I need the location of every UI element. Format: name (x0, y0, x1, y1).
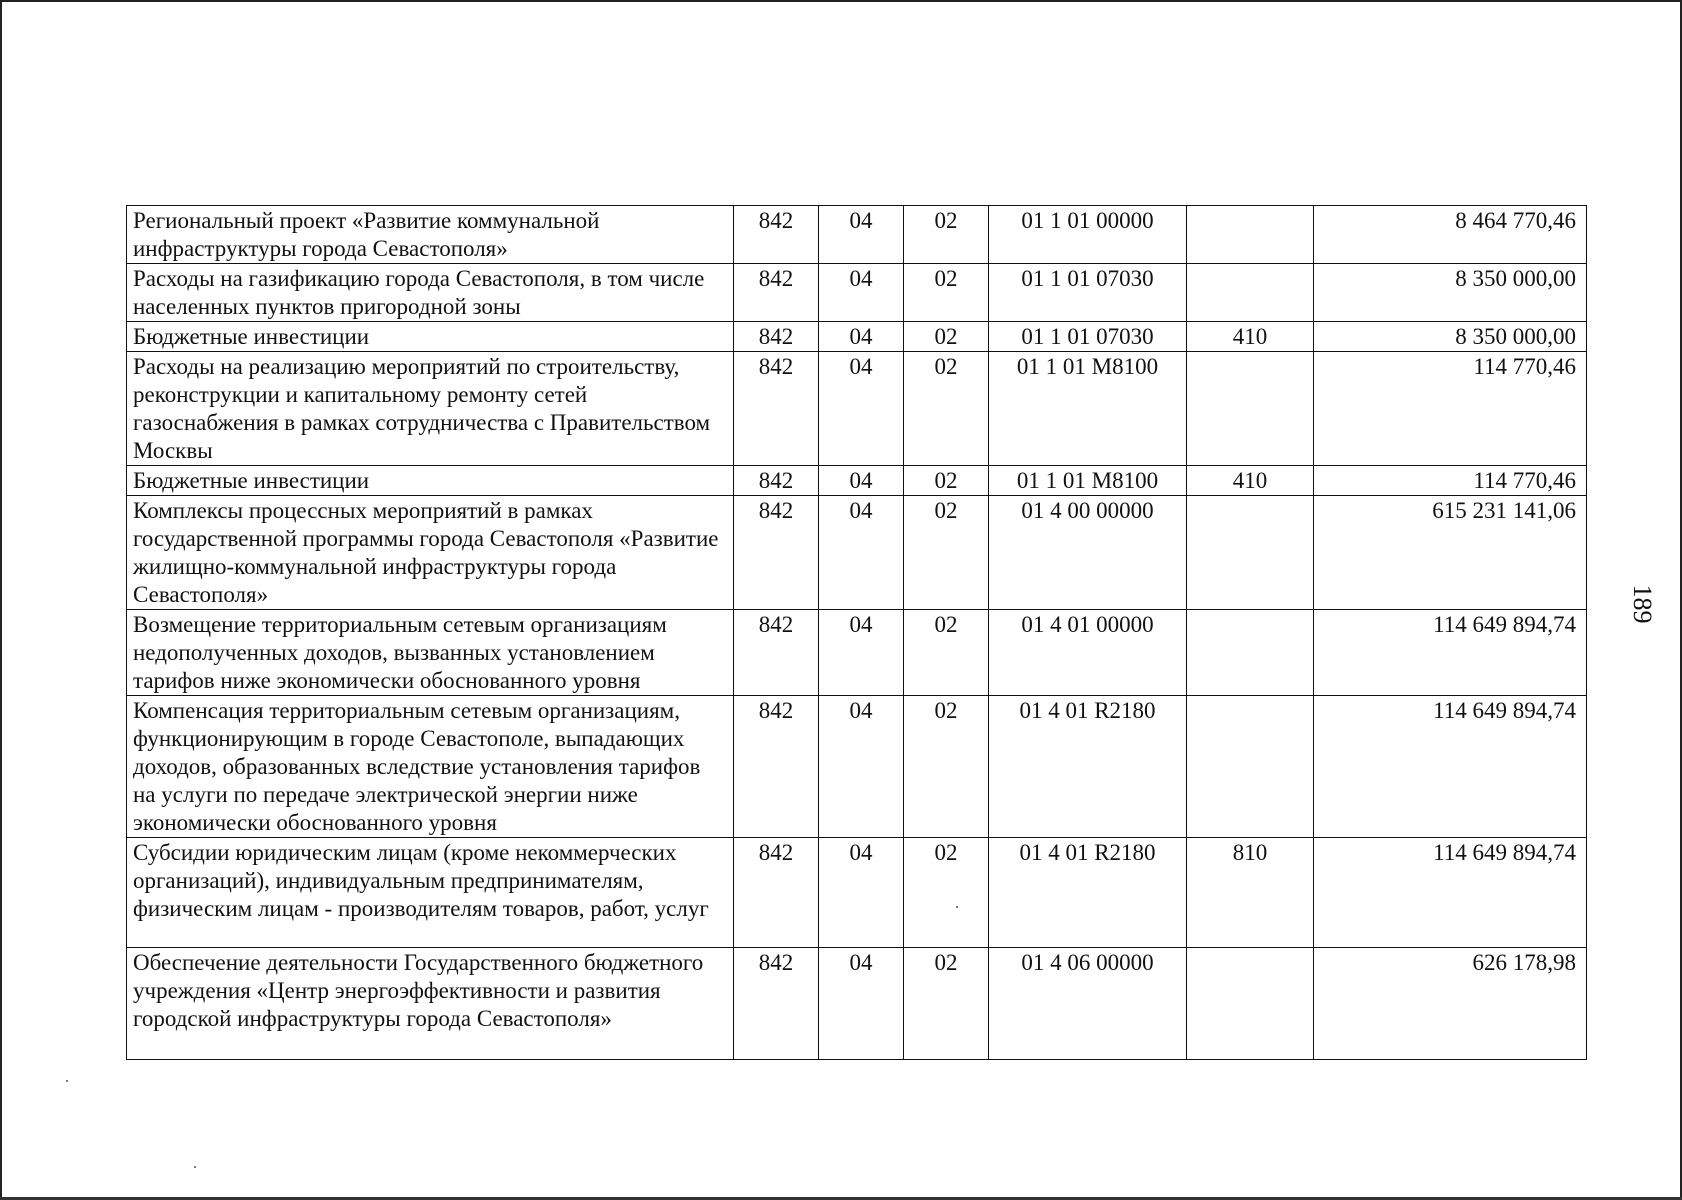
cell-amount: 114 770,46 (1314, 466, 1587, 496)
cell-name: Возмещение территориальным сетевым организациям недополученных доходов, вызванных установлением тарифов ниже экономически обоснованного уровня (127, 610, 734, 696)
cell-target-article: 01 4 06 00000 (989, 948, 1187, 1060)
cell-name: Расходы на реализацию мероприятий по строительству, реконструкции и капитальному ремонту сетей газоснабжения в рамках сотрудничества с Правительством Москвы (127, 352, 734, 466)
cell-target-article: 01 1 01 07030 (989, 264, 1187, 322)
cell-name: Расходы на газификацию города Севастополя, в том числе населенных пунктов пригородной зоны (127, 264, 734, 322)
table-body (127, 206, 1587, 1060)
cell-name: Комплексы процессных мероприятий в рамках государственной программы города Севастополя «Развитие жилищно-коммунальной инфраструктуры города Севастополя» (127, 496, 734, 610)
table-row (127, 496, 1587, 610)
cell-grbs: 842 (734, 466, 819, 496)
cell-grbs: 842 (734, 610, 819, 696)
cell-grbs: 842 (734, 948, 819, 1060)
cell-target-article: 01 4 01 00000 (989, 610, 1187, 696)
cell-grbs: 842 (734, 352, 819, 466)
cell-subsection: 02 (904, 206, 989, 264)
page-number: 189 (1628, 584, 1657, 624)
cell-grbs: 842 (734, 264, 819, 322)
cell-name: Субсидии юридическим лицам (кроме некоммерческих организаций), индивидуальным предпринимателям, физическим лицам - производителям товаров, работ, услуг (127, 838, 734, 948)
cell-amount: 626 178,98 (1314, 948, 1587, 1060)
cell-section: 04 (819, 838, 904, 948)
cell-target-article: 01 4 01 R2180 (989, 696, 1187, 838)
cell-section: 04 (819, 206, 904, 264)
cell-name: Бюджетные инвестиции (127, 322, 734, 352)
cell-section: 04 (819, 466, 904, 496)
cell-name: Региональный проект «Развитие коммунальной инфраструктуры города Севастополя» (127, 206, 734, 264)
cell-amount: 114 649 894,74 (1314, 696, 1587, 838)
cell-section: 04 (819, 948, 904, 1060)
cell-subsection: 02 (904, 948, 989, 1060)
cell-name: Обеспечение деятельности Государственного бюджетного учреждения «Центр энергоэффективности и развития городской инфраструктуры города Севастополя» (127, 948, 734, 1060)
budget-table (126, 205, 1587, 1060)
scan-border-left (0, 0, 2, 1200)
cell-target-article: 01 1 01 07030 (989, 322, 1187, 352)
cell-amount: 8 350 000,00 (1314, 264, 1587, 322)
cell-target-article: 01 4 01 R2180 (989, 838, 1187, 948)
cell-subsection: 02 (904, 322, 989, 352)
table-row (127, 696, 1587, 838)
cell-grbs: 842 (734, 206, 819, 264)
cell-grbs: 842 (734, 322, 819, 352)
cell-section: 04 (819, 322, 904, 352)
cell-expense-type (1187, 206, 1314, 264)
cell-amount: 8 350 000,00 (1314, 322, 1587, 352)
cell-target-article: 01 1 01 00000 (989, 206, 1187, 264)
cell-subsection: 02 (904, 352, 989, 466)
table-row (127, 948, 1587, 1060)
cell-amount: 615 231 141,06 (1314, 496, 1587, 610)
cell-amount: 114 649 894,74 (1314, 610, 1587, 696)
table-row (127, 610, 1587, 696)
cell-expense-type (1187, 264, 1314, 322)
table-row (127, 352, 1587, 466)
cell-section: 04 (819, 496, 904, 610)
table-row (127, 466, 1587, 496)
cell-name: Компенсация территориальным сетевым организациям, функционирующим в городе Севастополе, выпадающих доходов, образованных вследствие установления тарифов на услуги по передаче электрической энергии ниже экономически обоснованного уровня (127, 696, 734, 838)
scan-speck (194, 1166, 196, 1168)
cell-expense-type: 810 (1187, 838, 1314, 948)
cell-section: 04 (819, 264, 904, 322)
cell-subsection: 02 (904, 696, 989, 838)
cell-subsection: 02 (904, 610, 989, 696)
cell-amount: 114 770,46 (1314, 352, 1587, 466)
cell-name: Бюджетные инвестиции (127, 466, 734, 496)
cell-expense-type (1187, 948, 1314, 1060)
cell-grbs: 842 (734, 696, 819, 838)
table-row (127, 322, 1587, 352)
cell-section: 04 (819, 352, 904, 466)
cell-expense-type (1187, 696, 1314, 838)
cell-target-article: 01 1 01 M8100 (989, 466, 1187, 496)
table-row (127, 264, 1587, 322)
scan-speck (66, 1080, 68, 1082)
cell-expense-type: 410 (1187, 322, 1314, 352)
cell-subsection: 02 (904, 496, 989, 610)
cell-expense-type (1187, 496, 1314, 610)
cell-target-article: 01 1 01 M8100 (989, 352, 1187, 466)
cell-expense-type (1187, 610, 1314, 696)
cell-subsection: 02 (904, 838, 989, 948)
cell-amount: 8 464 770,46 (1314, 206, 1587, 264)
table-row (127, 838, 1587, 948)
cell-target-article: 01 4 00 00000 (989, 496, 1187, 610)
cell-grbs: 842 (734, 496, 819, 610)
cell-grbs: 842 (734, 838, 819, 948)
cell-subsection: 02 (904, 264, 989, 322)
scan-border-top (0, 0, 1682, 2)
table-row (127, 206, 1587, 264)
cell-amount: 114 649 894,74 (1314, 838, 1587, 948)
cell-expense-type (1187, 352, 1314, 466)
cell-subsection: 02 (904, 466, 989, 496)
cell-section: 04 (819, 610, 904, 696)
cell-section: 04 (819, 696, 904, 838)
cell-expense-type: 410 (1187, 466, 1314, 496)
